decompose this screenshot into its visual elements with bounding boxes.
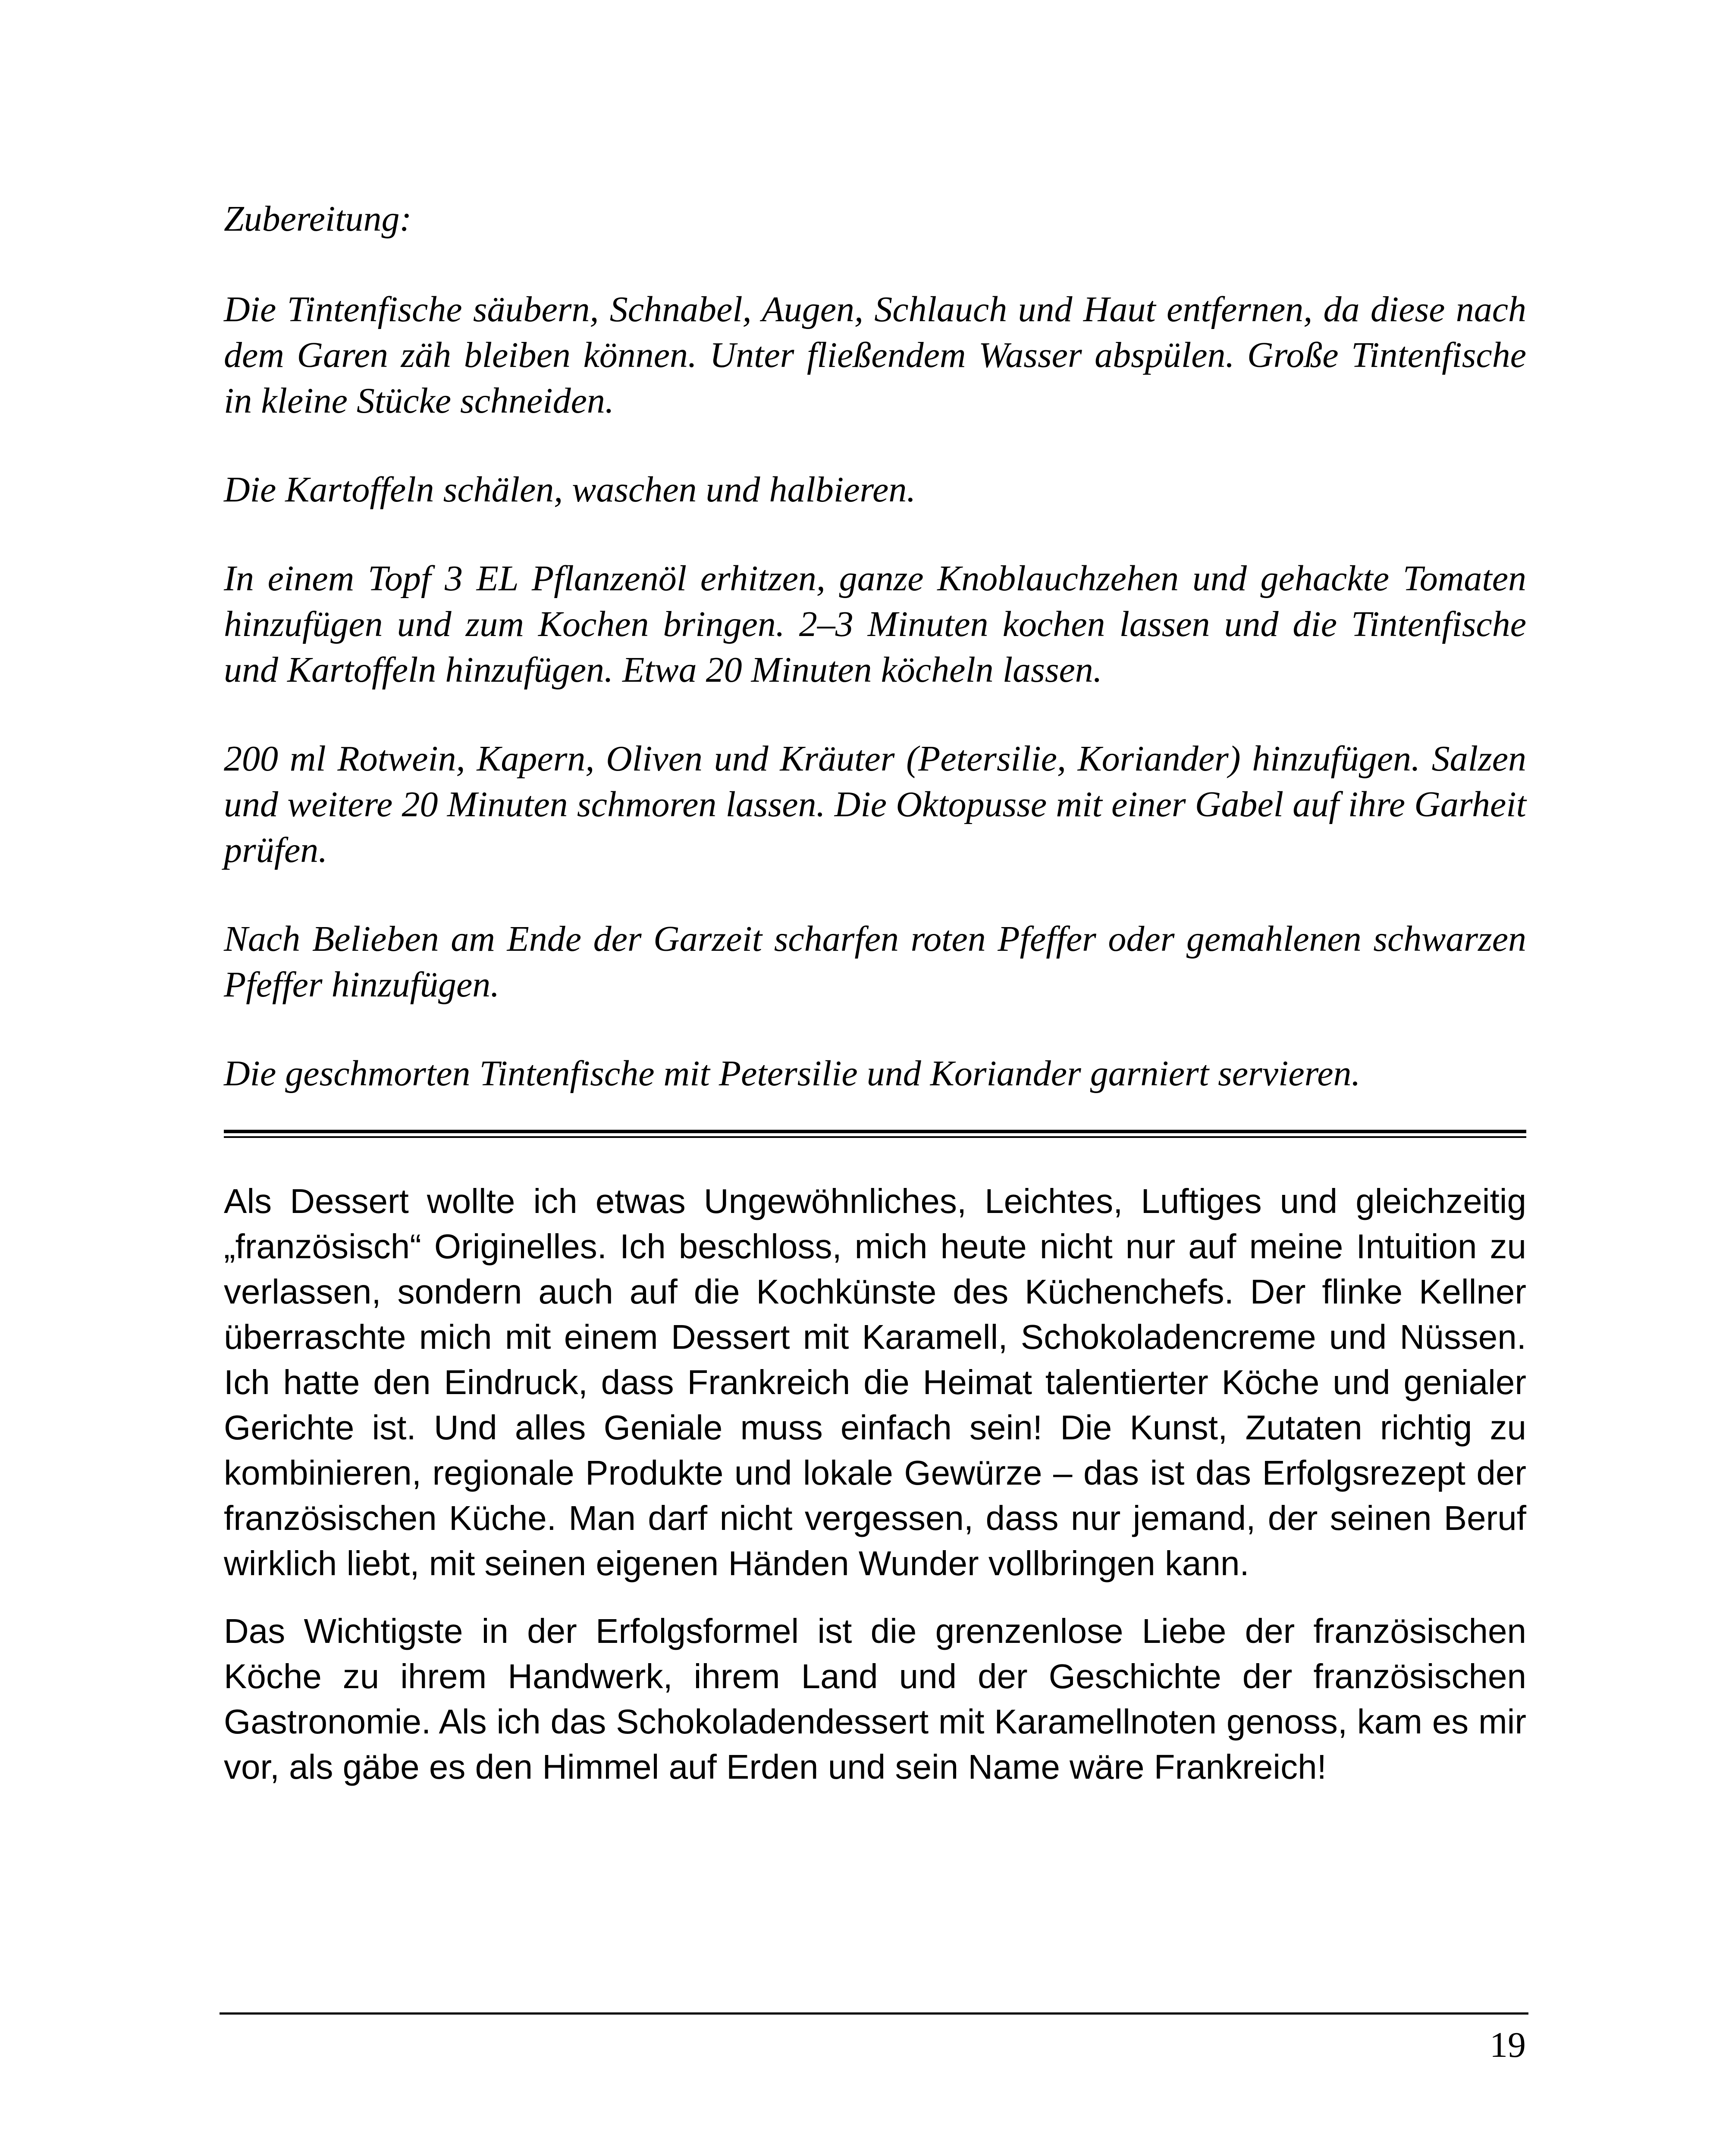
narrative-section [224,1178,1526,1789]
recipe-step: Nach Belieben am Ende der Garzeit scharfen roten Pfeffer oder gemahlenen schwarzen Pfeffer hinzufügen. [224,919,1526,1005]
section-divider-thick [224,1130,1526,1133]
narrative-paragraph: Das Wichtigste in der Erfolgsformel ist die grenzenlose Liebe der französischen Köche zu ihrem Handwerk, ihrem Land und der Geschichte der französischen Gastronomie. Als ich das Schokoladendessert mit Karamellnoten genoss, kam es mir vor, als gäbe es den Himmel auf Erden und sein Name wäre Frankreich! [224,1612,1526,1786]
recipe-step: Die Kartoffeln schälen, waschen und halbieren. [224,470,916,510]
recipe-step: 200 ml Rotwein, Kapern, Oliven und Kräuter (Petersilie, Koriander) hinzufügen. Salzen und weitere 20 Minuten schmoren lassen. Die Oktopusse mit einer Gabel auf ihre Garheit prüfen. [224,739,1526,870]
recipe-heading: Zubereitung: [224,199,412,239]
section-divider-thin [224,1136,1526,1138]
recipe-step: Die Tintenfische säubern, Schnabel, Augen, Schlauch und Haut entfernen, da diese nach dem Garen zäh bleiben können. Unter fließendem Wasser abspülen. Große Tintenfische in kleine Stücke schneiden. [224,289,1526,421]
footer-rule [220,2012,1528,2015]
recipe-step: Die geschmorten Tintenfische mit Petersilie und Koriander garniert servieren. [224,1053,1361,1094]
recipe-section [224,196,1526,1097]
recipe-step: In einem Topf 3 EL Pflanzenöl erhitzen, ganze Knoblauchzehen und gehackte Tomaten hinzufügen und zum Kochen bringen. 2–3 Minuten kochen lassen und die Tintenfische und Kartoffeln hinzufügen. Etwa 20 Minuten köcheln lassen. [224,558,1526,690]
page-number: 19 [1490,2025,1526,2065]
narrative-paragraph: Als Dessert wollte ich etwas Ungewöhnliches, Leichtes, Luftiges und gleichzeitig „französisch“ Originelles. Ich beschloss, mich heute nicht nur auf meine Intuition zu verlassen, sondern auch auf die Kochkünste des Küchenchefs. Der flinke Kellner überraschte mich mit einem Dessert mit Karamell, Schokoladencreme und Nüssen. Ich hatte den Eindruck, dass Frankreich die Heimat talentierter Köche und genialer Gerichte ist. Und alles Geniale muss einfach sein! Die Kunst, Zutaten richtig zu kombinieren, regionale Produkte und lokale Gewürze – das ist das Erfolgsrezept der französischen Küche. Man darf nicht vergessen, dass nur jemand, der seinen Beruf wirklich liebt, mit seinen eigenen Händen Wunder vollbringen kann. [224,1182,1526,1583]
